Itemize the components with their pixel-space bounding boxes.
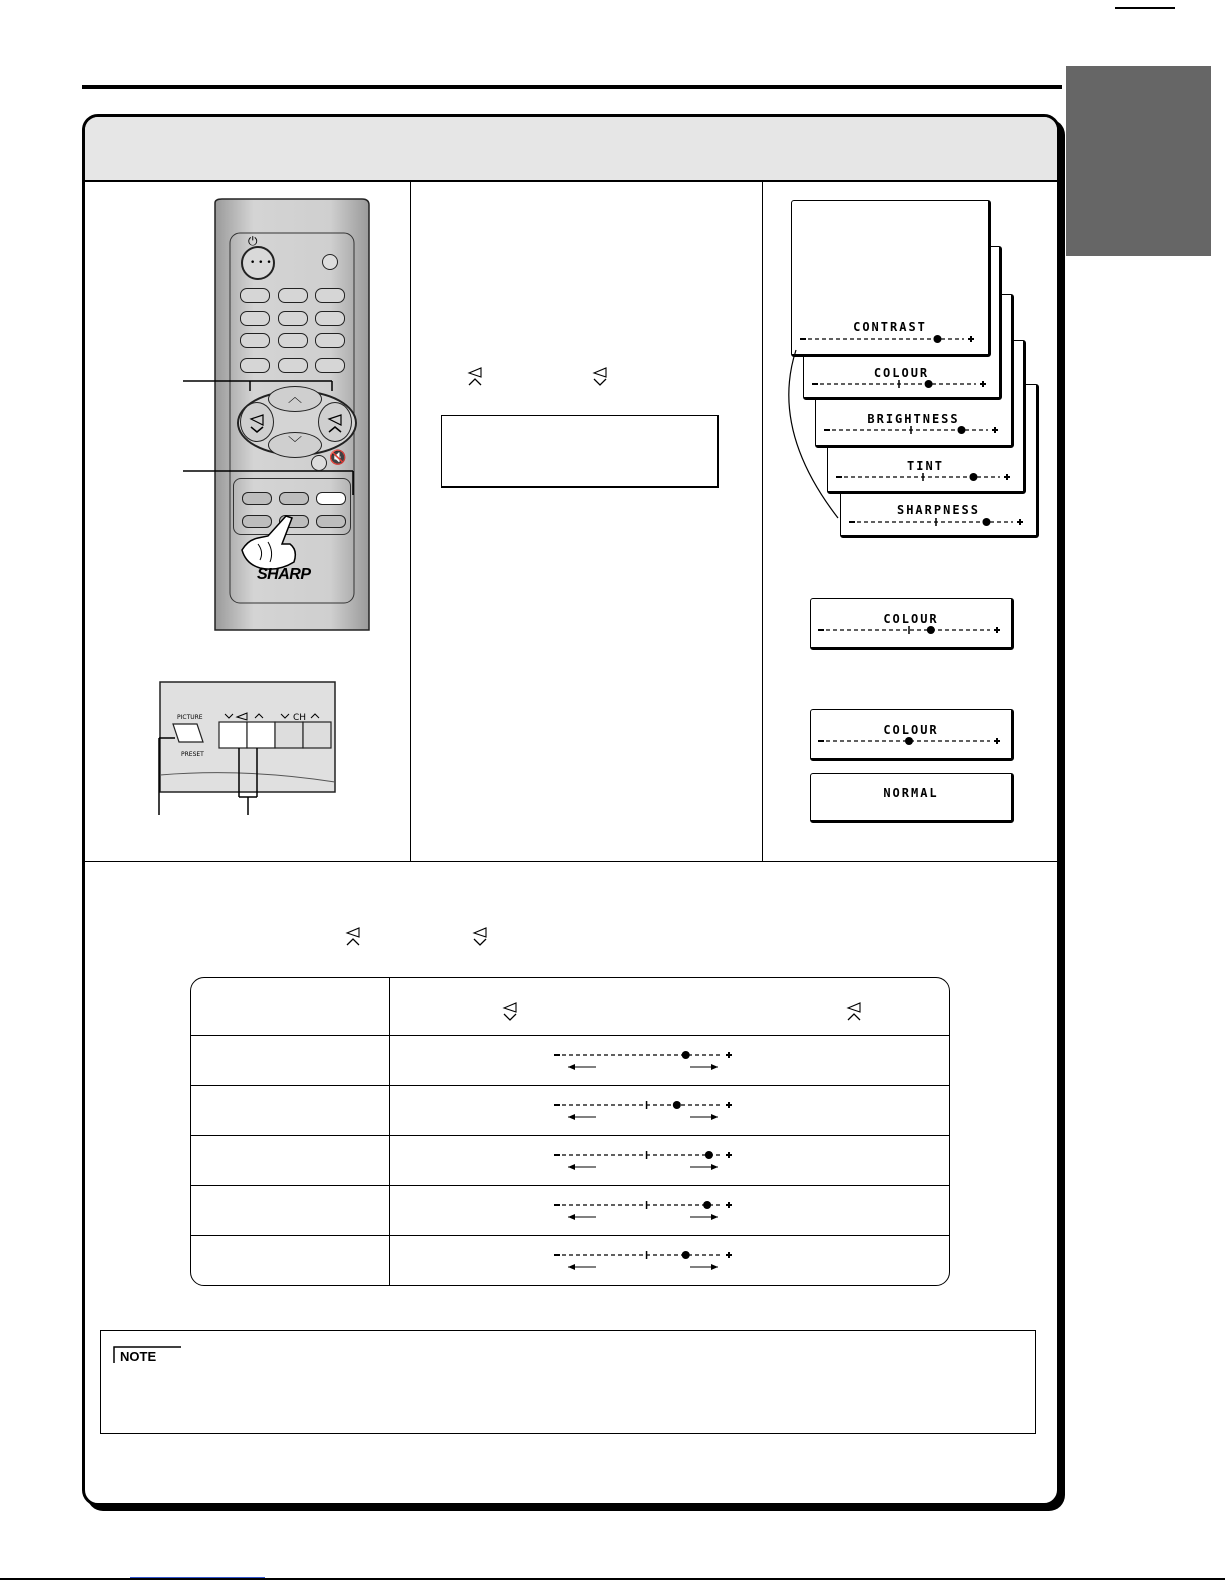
level-dot: [682, 1051, 690, 1059]
hint-box: [441, 415, 719, 488]
note-badge: [113, 1345, 181, 1363]
picture-button-shape: [173, 724, 203, 742]
arrow-head: [711, 1164, 718, 1170]
osd-example-normal-label: NORMAL: [883, 786, 939, 800]
mute-icon: 🔇: [329, 450, 347, 466]
digit-key[interactable]: [240, 333, 270, 348]
front-preset-label: PRESET: [181, 751, 204, 758]
level-bar: [818, 737, 1000, 745]
digit-key[interactable]: [315, 333, 345, 348]
osd-stack-bars: [760, 330, 1050, 550]
level-dot: [705, 1151, 713, 1159]
digit-key[interactable]: [278, 333, 308, 348]
header-volume-down-icon: [504, 1003, 516, 1012]
arrow-head: [711, 1114, 718, 1120]
front-picture-label: PICTURE: [177, 714, 203, 721]
preset-button[interactable]: [322, 254, 338, 270]
level-bar: [812, 380, 986, 388]
level-dot: [925, 380, 933, 388]
front-ch-label: CH: [293, 713, 307, 723]
channel-up-button[interactable]: ︿: [268, 386, 322, 412]
frame-header: [85, 117, 1057, 182]
digit-key[interactable]: [240, 288, 270, 303]
page-top-rule: [82, 85, 1062, 89]
note-box: [100, 1330, 1036, 1434]
level-bar: [824, 426, 998, 434]
power-icon: ⏻: [248, 234, 258, 248]
front-panel-illustration: [155, 680, 340, 820]
level-bar: [554, 1201, 732, 1209]
digit-key[interactable]: [240, 311, 270, 326]
volume-up-symbol: [466, 365, 486, 387]
level-dot: [673, 1101, 681, 1109]
level-bar: [836, 473, 1010, 481]
level-bar: [800, 335, 974, 343]
section-divider: [85, 861, 1057, 862]
arrow-head: [711, 1064, 718, 1070]
page-link-underline: [130, 1577, 265, 1578]
hand-pointer-icon: [238, 510, 308, 572]
remote-brand-logo: SHARP: [257, 566, 311, 583]
power-dots-icon: • • •: [250, 258, 272, 268]
osd-example-colour-reset-label: COLOUR: [883, 723, 939, 737]
osd-label-brightness: BRIGHTNESS: [867, 412, 960, 426]
function-key[interactable]: [316, 515, 346, 528]
arrow-head: [568, 1214, 575, 1220]
digit-key[interactable]: [315, 288, 345, 303]
level-bar: [554, 1101, 732, 1109]
function-key[interactable]: [242, 492, 272, 505]
volume-up-icon: [319, 403, 351, 441]
level-dot: [927, 626, 935, 634]
mute-button[interactable]: [311, 455, 327, 471]
power-button[interactable]: [241, 246, 275, 280]
level-bar: [849, 518, 1023, 526]
table-header-symbols: [496, 1000, 866, 1026]
digit-key[interactable]: [240, 358, 270, 373]
lower-volume-down-symbol: [471, 925, 491, 947]
cycle-arrow: [789, 350, 838, 518]
header-volume-up-icon: [848, 1003, 860, 1012]
arrow-head: [568, 1264, 575, 1270]
page-bottom-rule: [0, 1578, 1225, 1580]
level-dot: [969, 473, 977, 481]
osd-label-tint: TINT: [907, 459, 944, 473]
level-dot: [957, 426, 965, 434]
digit-key[interactable]: [278, 311, 308, 326]
arrow-head: [711, 1264, 718, 1270]
level-dot: [933, 335, 941, 343]
volume-down-button[interactable]: [240, 402, 274, 442]
osd-example-colour-label: COLOUR: [883, 612, 939, 626]
channel-down-button[interactable]: ﹀: [268, 432, 322, 458]
level-dot: [682, 1251, 690, 1259]
lower-volume-up-symbol: [344, 925, 364, 947]
function-key[interactable]: [279, 492, 309, 505]
table-level-bars: [540, 1040, 750, 1280]
digit-key[interactable]: [278, 358, 308, 373]
column-divider-1: [410, 182, 411, 862]
digit-key[interactable]: [315, 358, 345, 373]
arrow-head: [568, 1164, 575, 1170]
arrow-head: [568, 1114, 575, 1120]
osd-label-contrast: CONTRAST: [853, 320, 927, 334]
level-bar: [818, 626, 1000, 634]
svg-text:NOTE: NOTE: [120, 1349, 157, 1363]
level-dot: [982, 518, 990, 526]
level-dot: [905, 737, 913, 745]
digit-key[interactable]: [278, 288, 308, 303]
osd-example-bars: [810, 598, 1020, 768]
top-right-rule: [1115, 7, 1175, 9]
arrow-head: [711, 1214, 718, 1220]
section-tab: [1066, 66, 1211, 256]
picture-button[interactable]: [316, 492, 346, 505]
arrow-head: [568, 1064, 575, 1070]
level-dot: [703, 1201, 711, 1209]
table-column-divider: [389, 978, 390, 1285]
osd-example-normal: [810, 773, 1014, 823]
table-row: [191, 1035, 949, 1036]
level-bar: [554, 1151, 732, 1159]
volume-down-icon: [241, 403, 273, 441]
volume-up-button[interactable]: [318, 402, 352, 442]
volume-down-symbol: [591, 365, 611, 387]
level-bar: [554, 1251, 732, 1259]
digit-key[interactable]: [315, 311, 345, 326]
osd-label-sharpness: SHARPNESS: [896, 503, 981, 517]
level-bar: [554, 1051, 732, 1059]
osd-label-colour: COLOUR: [873, 366, 930, 380]
